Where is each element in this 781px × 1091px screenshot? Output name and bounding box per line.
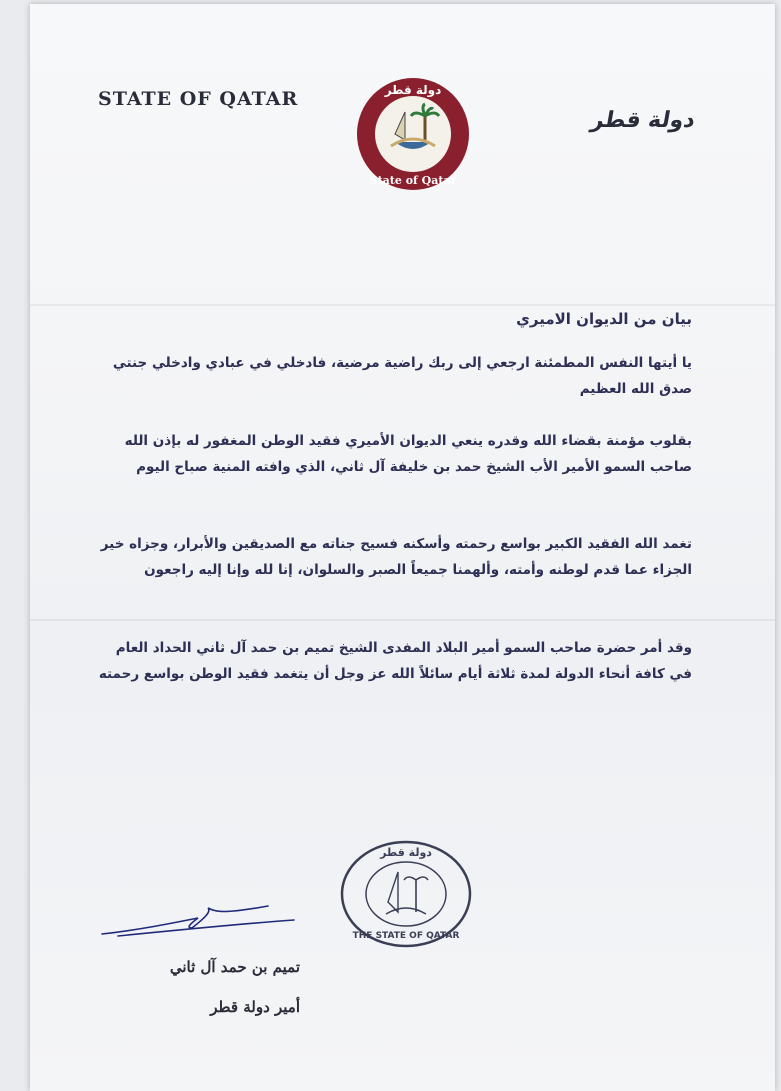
paragraph-mourning: وقد أمر حضرة صاحب السمو أمير البلاد المفدى الشيخ تميم بن حمد آل ثاني الحداد العام في كافة أنحاء الدولة لمدة ثلاثة أيام سائلاً الله عز وجل أن يتغمد فقيد الوطن بواسع رحمته <box>98 640 692 682</box>
paper-fold <box>30 619 775 621</box>
stamp-english-text: THE STATE OF QATAR <box>352 931 460 941</box>
signatory-name: تميم بن حمد آل ثاني <box>169 958 300 976</box>
signatory-title: أمير دولة قطر <box>210 998 300 1016</box>
stamp-arabic-text: دولة قطر <box>380 846 432 859</box>
signature-stroke <box>102 906 294 936</box>
emblem-inner-disc <box>375 96 451 172</box>
letterhead-english: STATE OF QATAR <box>98 88 299 110</box>
statement-title: بيان من الديوان الاميري <box>516 310 692 328</box>
official-stamp <box>338 838 474 950</box>
emblem-english-text: State of Qatar <box>369 174 457 187</box>
paragraph-verse: يا أيتها النفس المطمئنة ارجعي إلى ربك راضية مرضية، فادخلي في عبادي وادخلي جنتي صدق الله العظيم <box>112 355 692 397</box>
qatar-emblem <box>355 76 471 192</box>
handwritten-signature <box>98 890 298 950</box>
paragraph-prayer: تغمد الله الفقيد الكبير بواسع رحمته وأسكنه فسيح جناته مع الصديقين والأبرار، وجزاه خير الجزاء عما قدم لوطنه وأمته، وألهمنا جميعاً الصبر والسلوان، إنا لله وإنا إليه راجعون <box>100 536 692 578</box>
stamp-inner-ring <box>366 862 446 926</box>
stamp-swords-icon <box>386 908 426 914</box>
stamp-palm-icon <box>404 877 428 912</box>
letterhead-arabic: دولة قطر <box>589 108 698 133</box>
paragraph-announcement: بقلوب مؤمنة بقضاء الله وقدره ينعي الديوان الأميري فقيد الوطن المغفور له بإذن الله صاحب السمو الأمير الأب الشيخ حمد بن خليفة آل ثاني، الذي وافته المنية صباح اليوم <box>124 433 692 475</box>
emblem-arabic-text: دولة قطر <box>384 83 442 97</box>
stamp-dhow-icon <box>388 872 398 912</box>
